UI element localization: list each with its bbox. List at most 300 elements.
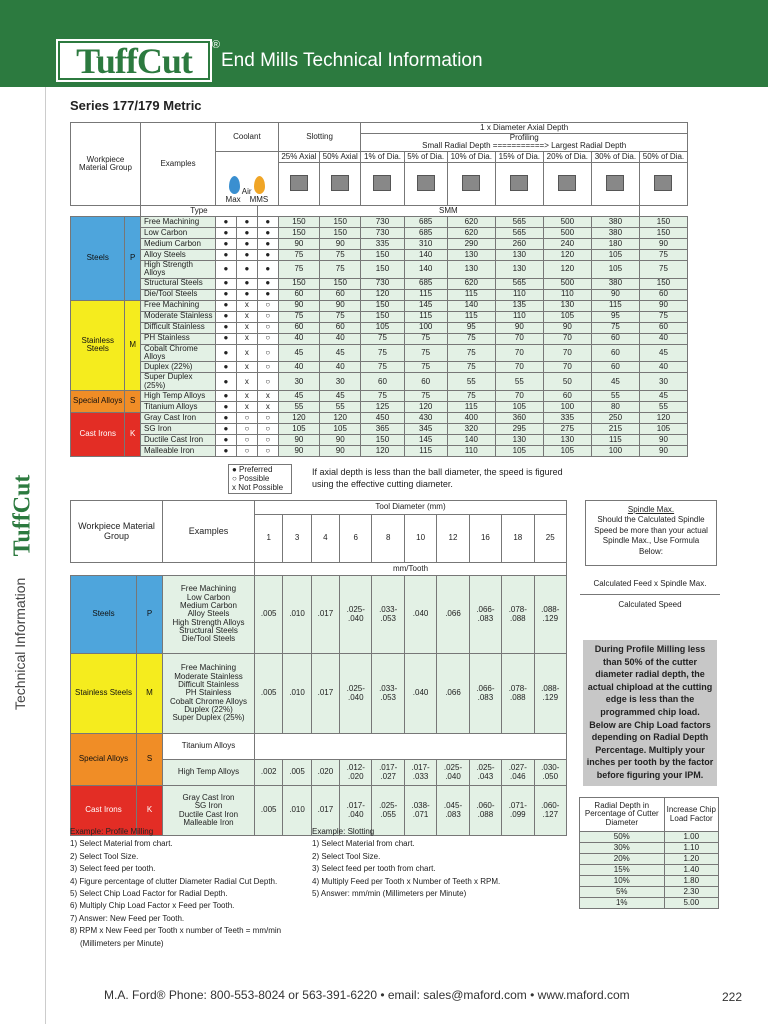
dia-cell: 4 bbox=[311, 515, 339, 563]
smm-cell: 75 bbox=[361, 391, 404, 402]
cut-diagram-icon bbox=[591, 163, 639, 205]
dia-cell: 10 bbox=[404, 515, 436, 563]
example-cell: PH Stainless bbox=[141, 333, 216, 344]
smm-cell: 40 bbox=[320, 362, 361, 373]
cut-diagram-icon bbox=[495, 163, 543, 205]
coolant-cell: ○ bbox=[257, 413, 278, 424]
feed-cell: .005 bbox=[255, 576, 283, 654]
empty-cells bbox=[255, 734, 567, 760]
smm-cell: 180 bbox=[591, 238, 639, 249]
coolant-cell: ● bbox=[216, 238, 237, 249]
coolant-cell: x bbox=[236, 362, 257, 373]
slot-col-header: 25% Axial bbox=[278, 151, 319, 163]
smm-cell: 45 bbox=[639, 391, 687, 402]
feed-cell: .025- .040 bbox=[340, 576, 372, 654]
smm-cell: 90 bbox=[320, 238, 361, 249]
calc-feed: Calculated Feed x Spindle Max. bbox=[580, 579, 720, 595]
example-cell: High Temp Alloys bbox=[141, 391, 216, 402]
factor-cell: 1.40 bbox=[664, 865, 718, 876]
smm-cell: 320 bbox=[447, 424, 495, 435]
smm-cell: 70 bbox=[543, 333, 591, 344]
smm-cell: 30 bbox=[639, 373, 687, 391]
cut-diagram-icon bbox=[361, 163, 404, 205]
smm-cell: 565 bbox=[495, 278, 543, 289]
cut-diagram-icon bbox=[447, 163, 495, 205]
example-cell: High Temp Alloys bbox=[163, 760, 255, 786]
smm-cell: 45 bbox=[639, 344, 687, 362]
smm-cell: 60 bbox=[404, 373, 447, 391]
coolant-cell: ● bbox=[257, 227, 278, 238]
example-step: 3) Select feed per tooth from chart. bbox=[312, 864, 436, 874]
footer-contact: M.A. Ford® Phone: 800-553-8024 or 563-391-6220 • email: sales@maford.com • www.maford.com bbox=[104, 988, 630, 1002]
feed-cell: .025- .055 bbox=[372, 786, 404, 836]
smm-cell: 75 bbox=[404, 333, 447, 344]
example-cell: Moderate Stainless bbox=[141, 311, 216, 322]
legend: ● Preferred ○ Possible x Not Possible bbox=[228, 464, 292, 494]
smm-cell: 75 bbox=[278, 260, 319, 278]
factor-cell: 5.00 bbox=[664, 898, 718, 909]
smm-cell: 75 bbox=[639, 311, 687, 322]
feed-cell: .033- .053 bbox=[372, 654, 404, 734]
smm-cell: 110 bbox=[447, 446, 495, 457]
coolant-cell: ○ bbox=[257, 446, 278, 457]
smm-cell: 75 bbox=[447, 344, 495, 362]
smm-cell: 60 bbox=[278, 322, 319, 333]
smm-cell: 120 bbox=[543, 260, 591, 278]
feed-cell: .002 bbox=[255, 760, 283, 786]
smm-cell: 30 bbox=[320, 373, 361, 391]
drop-max-icon bbox=[229, 176, 240, 194]
feed-table bbox=[70, 500, 567, 836]
smm-cell: 365 bbox=[361, 424, 404, 435]
coolant-cell: ● bbox=[216, 362, 237, 373]
smm-cell: 105 bbox=[361, 322, 404, 333]
feed-cell: .017 bbox=[311, 786, 339, 836]
smm-cell: 115 bbox=[447, 311, 495, 322]
smm-cell: 105 bbox=[543, 311, 591, 322]
smm-cell: 120 bbox=[361, 446, 404, 457]
smm-cell: 430 bbox=[404, 413, 447, 424]
smm-cell: 90 bbox=[543, 322, 591, 333]
workpiece-header: Workpiece Material Group bbox=[71, 123, 141, 206]
smm-cell: 90 bbox=[495, 322, 543, 333]
smm-cell: 45 bbox=[320, 344, 361, 362]
smm-cell: 90 bbox=[639, 435, 687, 446]
smm-cell: 335 bbox=[543, 413, 591, 424]
feed-cell: .078- .088 bbox=[502, 576, 534, 654]
feed-cell: .045- .083 bbox=[437, 786, 469, 836]
smm-cell: 400 bbox=[447, 413, 495, 424]
smm-cell: 60 bbox=[543, 391, 591, 402]
dia-cell: 8 bbox=[372, 515, 404, 563]
smm-cell: 90 bbox=[320, 446, 361, 457]
coolant-cell: ● bbox=[236, 289, 257, 300]
smm-cell: 150 bbox=[320, 278, 361, 289]
factor-cell: 1.00 bbox=[664, 832, 718, 843]
smm-cell: 60 bbox=[278, 289, 319, 300]
feed-cell: .025- .040 bbox=[340, 654, 372, 734]
smm-cell: 40 bbox=[639, 362, 687, 373]
cut-diagram-icon bbox=[543, 163, 591, 205]
coolant-cell: ○ bbox=[236, 413, 257, 424]
speed-table bbox=[70, 122, 688, 457]
smm-cell: 90 bbox=[278, 446, 319, 457]
smm-cell: 105 bbox=[639, 424, 687, 435]
feed-cell: .017- .033 bbox=[404, 760, 436, 786]
example-cell: Difficult Stainless bbox=[141, 322, 216, 333]
type-header: Type bbox=[141, 205, 258, 216]
smm-cell: 290 bbox=[447, 238, 495, 249]
smm-cell: 125 bbox=[361, 402, 404, 413]
smm-cell: 620 bbox=[447, 227, 495, 238]
smm-cell: 215 bbox=[591, 424, 639, 435]
example-step: 8) RPM x New Feed per Tooth x number of Teeth = mm/min bbox=[70, 926, 282, 936]
radial-cell: 5% bbox=[580, 887, 665, 898]
material-group: Steels bbox=[71, 576, 137, 654]
profile-note: During Profile Milling less than 50% of the cutter diameter radial depth, the actual chipload at the cutting edge is less than the programmed chip load. Below are Chip Load factors depending on Radial Depth Percentage. Multiply your inches per tooth by the factor before figuring your IPM. bbox=[583, 640, 717, 786]
coolant-cell: ● bbox=[216, 289, 237, 300]
smm-cell: 75 bbox=[361, 333, 404, 344]
smm-cell: 120 bbox=[278, 413, 319, 424]
smm-cell: 115 bbox=[591, 435, 639, 446]
axial-header: 1 x Diameter Axial Depth bbox=[361, 123, 688, 134]
dia-cell: 18 bbox=[502, 515, 534, 563]
smm-cell: 130 bbox=[495, 435, 543, 446]
smm-cell: 55 bbox=[447, 373, 495, 391]
smm-cell: 345 bbox=[404, 424, 447, 435]
factor-cell: 1.20 bbox=[664, 854, 718, 865]
smm-cell: 360 bbox=[495, 413, 543, 424]
series-title: Series 177/179 Metric bbox=[70, 98, 202, 113]
coolant-cell: ○ bbox=[257, 424, 278, 435]
smm-cell: 90 bbox=[278, 300, 319, 311]
coolant-cell: ○ bbox=[257, 333, 278, 344]
example-step: 6) Multiply Chip Load Factor x Feed per Tooth. bbox=[70, 901, 235, 911]
smm-cell: 90 bbox=[278, 435, 319, 446]
feed-cell: .005 bbox=[255, 654, 283, 734]
smm-cell: 150 bbox=[278, 216, 319, 227]
coolant-cell: ● bbox=[216, 435, 237, 446]
material-code: M bbox=[137, 654, 163, 734]
smm-cell: 90 bbox=[591, 289, 639, 300]
smm-cell: 45 bbox=[278, 391, 319, 402]
smm-cell: 130 bbox=[447, 260, 495, 278]
smm-cell: 45 bbox=[278, 344, 319, 362]
feed-cell: .010 bbox=[283, 786, 311, 836]
spindle-box: Spindle Max. Should the Calculated Spindle Speed be more than your actual Spindle Max., Use Formula Below: bbox=[585, 500, 717, 566]
example-cell: Titanium Alloys bbox=[163, 734, 255, 760]
smm-cell: 90 bbox=[278, 238, 319, 249]
coolant-cell: x bbox=[236, 333, 257, 344]
smm-cell: 55 bbox=[591, 391, 639, 402]
smm-cell: 75 bbox=[361, 344, 404, 362]
factor-cell: 1.80 bbox=[664, 876, 718, 887]
smm-cell: 335 bbox=[361, 238, 404, 249]
smm-cell: 70 bbox=[495, 333, 543, 344]
radial-cell: 20% bbox=[580, 854, 665, 865]
coolant-cell: ○ bbox=[257, 344, 278, 362]
example-step: 4) Figure percentage of clutter Diameter Radial Cut Depth. bbox=[70, 876, 278, 886]
dia-cell: 12 bbox=[437, 515, 469, 563]
smm-cell: 110 bbox=[495, 311, 543, 322]
coolant-cell: ● bbox=[257, 238, 278, 249]
smm-cell: 150 bbox=[320, 216, 361, 227]
smm-cell: 240 bbox=[543, 238, 591, 249]
calc-speed: Calculated Speed bbox=[618, 600, 682, 609]
smm-cell: 105 bbox=[591, 249, 639, 260]
example-title: Example: Profile Milling bbox=[70, 827, 154, 836]
smm-cell: 115 bbox=[447, 402, 495, 413]
smm-cell: 100 bbox=[404, 322, 447, 333]
smm-cell: 150 bbox=[361, 435, 404, 446]
dia-cell: 16 bbox=[469, 515, 501, 563]
coolant-cell: ● bbox=[216, 344, 237, 362]
sidebar bbox=[0, 87, 46, 1024]
smm-cell: 120 bbox=[639, 413, 687, 424]
dia-cell: 3 bbox=[283, 515, 311, 563]
material-group: Stainless Steels bbox=[71, 300, 125, 391]
coolant-cell: ● bbox=[236, 238, 257, 249]
coolant-cell: ● bbox=[216, 311, 237, 322]
example-step: 5) Select Chip Load Factor for Radial Depth. bbox=[70, 888, 228, 898]
material-group: Stainless Steels bbox=[71, 654, 137, 734]
smm-cell: 145 bbox=[404, 300, 447, 311]
smm-cell: 140 bbox=[404, 249, 447, 260]
smm-cell: 45 bbox=[591, 373, 639, 391]
radial-cell: 50% bbox=[580, 832, 665, 843]
coolant-cell: ● bbox=[257, 249, 278, 260]
coolant-cell: ● bbox=[216, 322, 237, 333]
smm-cell: 75 bbox=[278, 311, 319, 322]
factor-header: Increase Chip Load Factor bbox=[664, 798, 718, 832]
feed-cell: .005 bbox=[283, 760, 311, 786]
coolant-cell: ○ bbox=[236, 435, 257, 446]
example-cell: Free Machining bbox=[141, 216, 216, 227]
smm-cell: 685 bbox=[404, 278, 447, 289]
example-step: 2) Select Tool Size. bbox=[70, 851, 139, 861]
smm-cell: 115 bbox=[404, 289, 447, 300]
smm-cell: 565 bbox=[495, 227, 543, 238]
axial-note: If axial depth is less than the ball diameter, the speed is figured using the effective cutting diameter. bbox=[312, 467, 563, 490]
slotting-example bbox=[312, 826, 562, 900]
smm-cell: 150 bbox=[278, 278, 319, 289]
smm-cell: 150 bbox=[639, 278, 687, 289]
smm-cell: 60 bbox=[591, 362, 639, 373]
feed-cell: .025- .040 bbox=[437, 760, 469, 786]
feed-cell: .017 bbox=[311, 576, 339, 654]
example-step: 4) Multiply Feed per Tooth x Number of Teeth x RPM. bbox=[312, 876, 501, 886]
profile-col-header: 20% of Dia. bbox=[543, 151, 591, 163]
page-number: 222 bbox=[722, 990, 743, 1004]
workpiece-header: Workpiece Material Group bbox=[71, 501, 163, 563]
material-code: M bbox=[125, 300, 141, 391]
smm-cell: 150 bbox=[361, 260, 404, 278]
example-cell: Cobalt Chrome Alloys bbox=[141, 344, 216, 362]
cut-diagram-icon bbox=[320, 163, 361, 205]
smm-cell: 30 bbox=[278, 373, 319, 391]
smm-cell: 60 bbox=[639, 322, 687, 333]
smm-cell: 60 bbox=[639, 289, 687, 300]
example-cell: Low Carbon bbox=[141, 227, 216, 238]
smm-cell: 105 bbox=[543, 446, 591, 457]
smm-cell: 75 bbox=[447, 362, 495, 373]
feed-cell: .030- .050 bbox=[534, 760, 566, 786]
smm-cell: 55 bbox=[320, 402, 361, 413]
coolant-header: Coolant bbox=[216, 123, 279, 152]
coolant-cell: ● bbox=[236, 227, 257, 238]
smm-cell: 135 bbox=[495, 300, 543, 311]
smm-cell: 75 bbox=[320, 249, 361, 260]
smm-cell: 105 bbox=[320, 424, 361, 435]
examples-header: Examples bbox=[141, 123, 216, 206]
smm-cell: 75 bbox=[639, 249, 687, 260]
smm-cell: 120 bbox=[320, 413, 361, 424]
smm-cell: 55 bbox=[495, 373, 543, 391]
coolant-cell: x bbox=[236, 402, 257, 413]
sidebar-label: Technical Information bbox=[12, 577, 28, 710]
coolant-cell: ○ bbox=[257, 373, 278, 391]
smm-cell: 295 bbox=[495, 424, 543, 435]
coolant-cell: ● bbox=[257, 216, 278, 227]
smm-cell: 55 bbox=[639, 402, 687, 413]
dia-cell: 1 bbox=[255, 515, 283, 563]
coolant-cell: ○ bbox=[257, 435, 278, 446]
smm-cell: 500 bbox=[543, 278, 591, 289]
smm-cell: 100 bbox=[591, 446, 639, 457]
profile-col-header: 50% of Dia. bbox=[639, 151, 687, 163]
coolant-cell: x bbox=[236, 311, 257, 322]
coolant-cell: ● bbox=[216, 391, 237, 402]
example-step: 5) Answer: mm/min (Millimeters per Minute) bbox=[312, 888, 467, 898]
material-code: S bbox=[137, 734, 163, 786]
smm-cell: 130 bbox=[543, 300, 591, 311]
material-group: Steels bbox=[71, 216, 125, 300]
smm-cell: 620 bbox=[447, 278, 495, 289]
material-code: P bbox=[125, 216, 141, 300]
smm-cell: 260 bbox=[495, 238, 543, 249]
cut-diagram-icon bbox=[278, 163, 319, 205]
page-title: End Mills Technical Information bbox=[221, 50, 483, 71]
feed-cell: .078- .088 bbox=[502, 654, 534, 734]
smm-cell: 380 bbox=[591, 216, 639, 227]
example-step: 1) Select Material from chart. bbox=[70, 839, 173, 849]
smm-cell: 90 bbox=[639, 238, 687, 249]
smm-cell: 500 bbox=[543, 227, 591, 238]
example-cell: Duplex (22%) bbox=[141, 362, 216, 373]
smm-cell: 70 bbox=[495, 362, 543, 373]
smm-cell: 75 bbox=[591, 322, 639, 333]
smm-cell: 130 bbox=[495, 260, 543, 278]
unit-header: mm/Tooth bbox=[255, 563, 567, 576]
smm-cell: 115 bbox=[591, 300, 639, 311]
coolant-cell: ● bbox=[216, 278, 237, 289]
smm-cell: 140 bbox=[447, 300, 495, 311]
smm-cell: 60 bbox=[320, 289, 361, 300]
feed-cell: .066- .083 bbox=[469, 576, 501, 654]
smm-cell: 80 bbox=[591, 402, 639, 413]
smm-cell: 140 bbox=[447, 435, 495, 446]
smm-cell: 380 bbox=[591, 227, 639, 238]
feed-cell: .010 bbox=[283, 576, 311, 654]
profile-col-header: 10% of Dia. bbox=[447, 151, 495, 163]
coolant-cell: x bbox=[257, 402, 278, 413]
profile-col-header: 5% of Dia. bbox=[404, 151, 447, 163]
examples-header: Examples bbox=[163, 501, 255, 563]
feed-cell: .038- .071 bbox=[404, 786, 436, 836]
smm-cell: 75 bbox=[320, 260, 361, 278]
smm-cell: 60 bbox=[591, 344, 639, 362]
coolant-cell: ○ bbox=[236, 446, 257, 457]
material-code: P bbox=[137, 576, 163, 654]
coolant-cell: ● bbox=[216, 249, 237, 260]
smm-cell: 105 bbox=[495, 402, 543, 413]
material-code: K bbox=[137, 786, 163, 836]
smm-cell: 120 bbox=[543, 249, 591, 260]
example-cell: Gray Cast Iron bbox=[141, 413, 216, 424]
example-cell: Gray Cast Iron SG Iron Ductile Cast Iron Malleable Iron bbox=[163, 786, 255, 836]
coolant-cell: x bbox=[257, 391, 278, 402]
example-cell: Super Duplex (25%) bbox=[141, 373, 216, 391]
smm-cell: 150 bbox=[639, 216, 687, 227]
smm-cell: 250 bbox=[591, 413, 639, 424]
coolant-cell: ● bbox=[257, 278, 278, 289]
feed-cell: .060- .127 bbox=[534, 786, 566, 836]
smm-cell: 115 bbox=[447, 289, 495, 300]
smm-cell: 75 bbox=[447, 391, 495, 402]
example-cell: Free Machining Low Carbon Medium Carbon Alloy Steels High Strength Alloys Structural Steels Die/Tool Steels bbox=[163, 576, 255, 654]
example-cell: Ductile Cast Iron bbox=[141, 435, 216, 446]
feed-cell: .010 bbox=[283, 654, 311, 734]
smm-cell: 75 bbox=[361, 362, 404, 373]
feed-cell: .066 bbox=[437, 576, 469, 654]
smm-cell: 150 bbox=[639, 227, 687, 238]
factor-cell: 1.10 bbox=[664, 843, 718, 854]
example-cell: Medium Carbon bbox=[141, 238, 216, 249]
smm-cell: 380 bbox=[591, 278, 639, 289]
smm-header: SMM bbox=[257, 205, 639, 216]
example-cell: Die/Tool Steels bbox=[141, 289, 216, 300]
coolant-cell: ● bbox=[236, 249, 257, 260]
coolant-cell: x bbox=[236, 322, 257, 333]
cut-diagram-icon bbox=[639, 163, 687, 205]
radial-cell: 1% bbox=[580, 898, 665, 909]
feed-cell: .066 bbox=[437, 654, 469, 734]
smm-cell: 110 bbox=[495, 289, 543, 300]
smm-cell: 150 bbox=[320, 227, 361, 238]
slot-col-header: 50% Axial bbox=[320, 151, 361, 163]
smm-cell: 40 bbox=[320, 333, 361, 344]
coolant-cell: ● bbox=[216, 402, 237, 413]
smm-cell: 75 bbox=[639, 260, 687, 278]
example-cell: SG Iron bbox=[141, 424, 216, 435]
feed-cell: .025- .043 bbox=[469, 760, 501, 786]
example-title: Example: Slotting bbox=[312, 827, 375, 836]
feed-cell: .040 bbox=[404, 576, 436, 654]
tuffcut-logo: TuffCut ® bbox=[58, 41, 210, 80]
smm-cell: 730 bbox=[361, 278, 404, 289]
coolant-cell: ● bbox=[236, 278, 257, 289]
cut-diagram-icon bbox=[404, 163, 447, 205]
smm-cell: 75 bbox=[320, 311, 361, 322]
smm-cell: 450 bbox=[361, 413, 404, 424]
coolant-cell: ● bbox=[257, 260, 278, 278]
example-cell: Free Machining bbox=[141, 300, 216, 311]
drop-mms-icon bbox=[254, 176, 265, 194]
smm-cell: 40 bbox=[639, 333, 687, 344]
feed-cell: .017- .027 bbox=[372, 760, 404, 786]
smm-cell: 45 bbox=[320, 391, 361, 402]
smm-cell: 70 bbox=[495, 344, 543, 362]
